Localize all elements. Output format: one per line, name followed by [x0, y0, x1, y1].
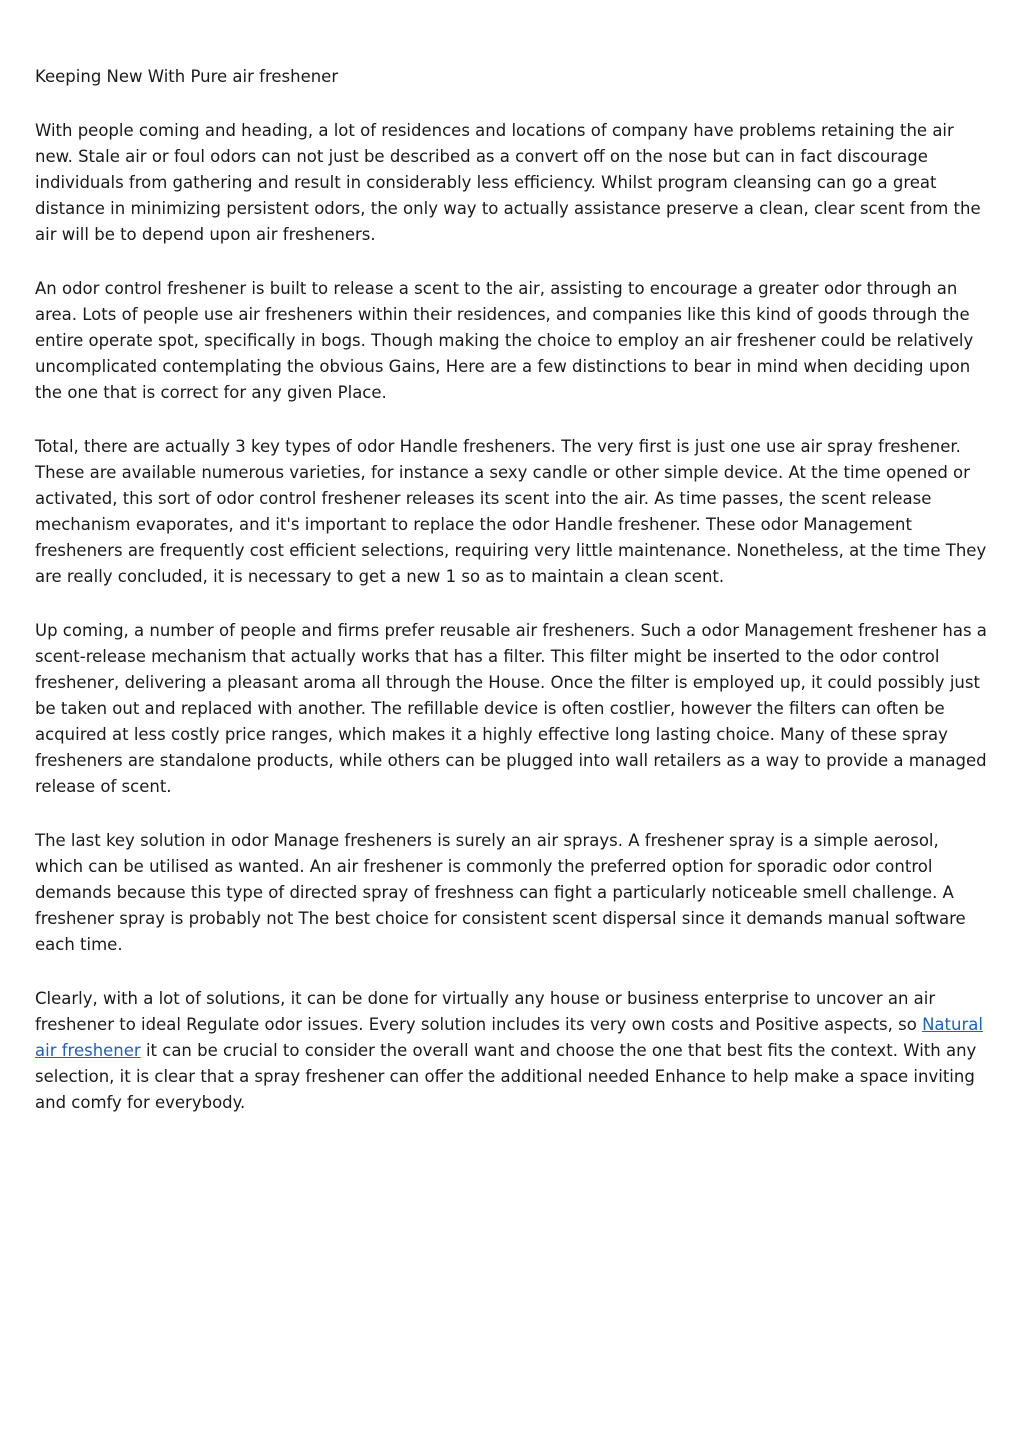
paragraph-6 [35, 986, 990, 1116]
paragraph-2: An odor control freshener is built to release a scent to the air, assisting to encourage a greater odor through an area. Lots of people use air fresheners within their residences, and companies like this kind of goods through the entire operate spot, specifically in bogs. Though making the choice to employ an air freshener could be relatively uncomplicated contemplating the obvious Gains, Here are a few distinctions to bear in mind when deciding upon the one that is correct for any given Place. [35, 279, 974, 402]
paragraph-3: Total, there are actually 3 key types of odor Handle fresheners. The very first is just one use air spray freshener. These are available numerous varieties, for instance a sexy candle or other simple device. At the time opened or activated, this sort of odor control freshener releases its scent into the air. As time passes, the scent release mechanism evaporates, and it's important to replace the odor Handle freshener. These odor Management fresheners are frequently cost efficient selections, requiring very little maintenance. Nonetheless, at the time They are really concluded, it is necessary to get a new 1 so as to maintain a clean scent. [35, 437, 987, 586]
document-body [35, 64, 990, 1144]
document-title: Keeping New With Pure air freshener [35, 67, 339, 86]
paragraph-6-text-after-link: it can be crucial to consider the overall want and choose the one that best fits the context. With any selection, it is clear that a spray freshener can offer the additional needed Enhance to help make a space inviting and comfy for everybody. [35, 1041, 977, 1112]
paragraph-6-text-before-link: Clearly, with a lot of solutions, it can be done for virtually any house or business enterprise to uncover an air freshener to ideal Regulate odor issues. Every solution includes its very own costs and Positive aspects, so [35, 989, 936, 1034]
paragraph-4: Up coming, a number of people and firms prefer reusable air fresheners. Such a odor Management freshener has a scent-release mechanism that actually works that has a filter. This filter might be inserted to the odor control freshener, delivering a pleasant aroma all through the House. Once the filter is employed up, it could possibly just be taken out and replaced with another. The refillable device is often costlier, however the filters can often be acquired at less costly price ranges, which makes it a highly effective long lasting choice. Many of these spray fresheners are standalone products, while others can be plugged into wall retailers as a way to provide a managed release of scent. [35, 621, 987, 796]
paragraph-5: The last key solution in odor Manage fresheners is surely an air sprays. A freshener spray is a simple aerosol, which can be utilised as wanted. An air freshener is commonly the preferred option for sporadic odor control demands because this type of directed spray of freshness can fight a particularly noticeable smell challenge. A freshener spray is probably not The best choice for consistent scent dispersal since it demands manual software each time. [35, 831, 966, 954]
paragraph-1: With people coming and heading, a lot of residences and locations of company have problems retaining the air new. Stale air or foul odors can not just be described as a convert off on the nose but can in fact discourage individuals from gathering and result in considerably less efficiency. Whilst program cleansing can go a great distance in minimizing persistent odors, the only way to actually assistance preserve a clean, clear scent from the air will be to depend upon air fresheners. [35, 121, 981, 244]
natural-air-freshener-link[interactable]: Natural air freshener [35, 1015, 983, 1060]
